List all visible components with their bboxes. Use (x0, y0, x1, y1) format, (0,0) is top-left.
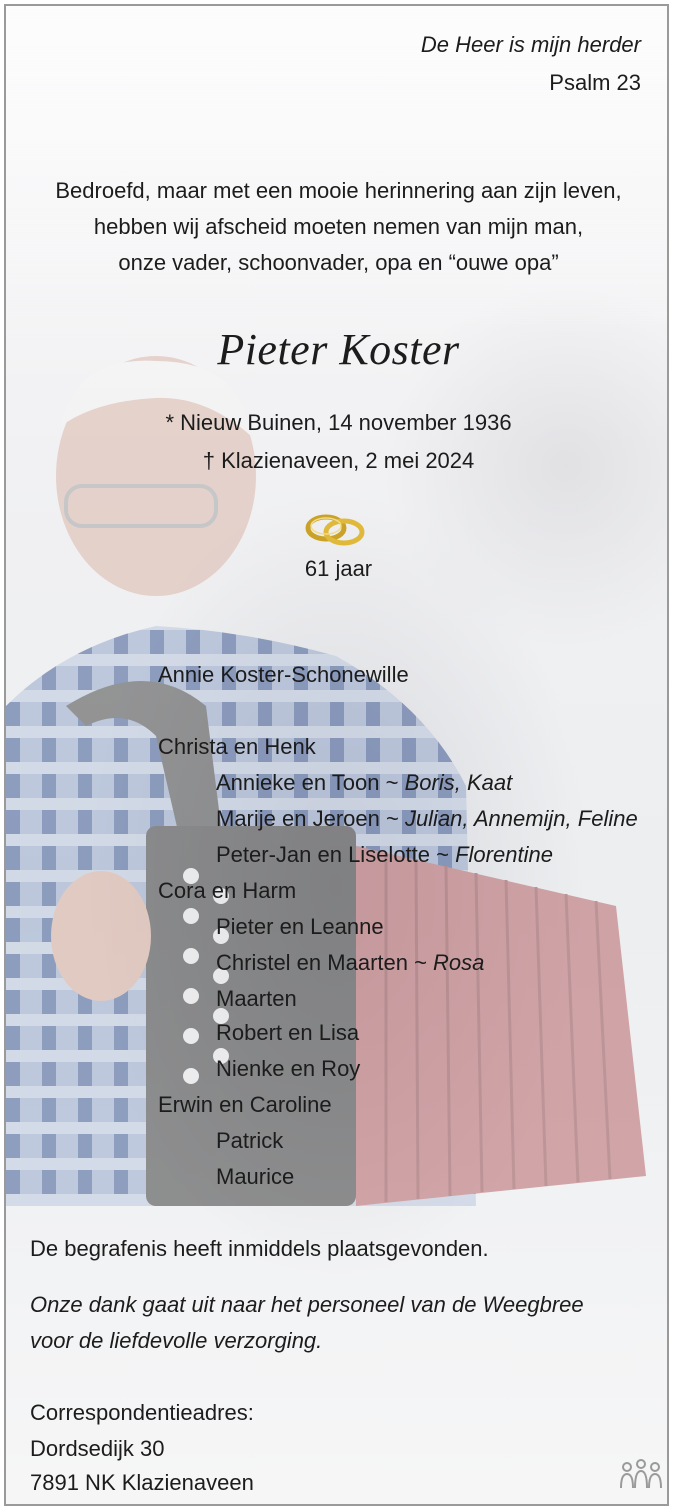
grandchild-line: Pieter en Leanne (216, 914, 384, 939)
intro-line-3: onze vader, schoonvader, opa en “ouwe opa” (118, 250, 559, 275)
great-grandchildren: Boris, Kaat (404, 770, 513, 795)
child-name: Cora en Harm (158, 878, 297, 903)
grandchild-line: Maarten (216, 986, 297, 1011)
grandchild-line: Christel en Maarten ~ Rosa (216, 950, 485, 975)
grandchild-line: Robert en Lisa (216, 1020, 360, 1045)
grandchild-line: Nienke en Roy (216, 1056, 361, 1081)
death-line: † Klazienaveen, 2 mei 2024 (202, 448, 475, 473)
address-street: Dordsedijk 30 (30, 1436, 165, 1461)
grandchild-line: Annieke en Toon ~ Boris, Kaat (216, 770, 513, 795)
intro-line-1: Bedroefd, maar met een mooie herinnering aan zijn leven, (55, 178, 622, 203)
grandchild-line: Peter-Jan en Liselotte ~ Florentine (216, 842, 553, 867)
wedding-rings-icon (304, 508, 368, 548)
address-label: Correspondentieadres: (30, 1400, 254, 1425)
funeral-notice: De begrafenis heeft inmiddels plaatsgevonden. (30, 1236, 489, 1261)
thanks-line-1: Onze dank gaat uit naar het personeel van de Weegbree (30, 1292, 584, 1317)
child-name: Erwin en Caroline (158, 1092, 332, 1117)
grandchild-line: Patrick (216, 1128, 284, 1153)
spouse-name: Annie Koster-Schonewille (158, 662, 409, 687)
deceased-name: Pieter Koster (217, 325, 460, 374)
obituary-card (4, 4, 669, 1506)
birth-line: * Nieuw Buinen, 14 november 1936 (165, 410, 512, 435)
grandchild-line: Maurice (216, 1164, 295, 1189)
intro-line-2: hebben wij afscheid moeten nemen van mijn man, (93, 214, 584, 239)
quote-reference: Psalm 23 (549, 70, 641, 95)
quote-line: De Heer is mijn herder (420, 32, 641, 57)
thanks-line-2: voor de liefdevolle verzorging. (30, 1328, 323, 1353)
people-group-icon (618, 1458, 664, 1496)
child-name: Christa en Henk (158, 734, 316, 759)
grandchild-line: Marije en Jeroen ~ Julian, Annemijn, Feline (216, 806, 638, 831)
great-grandchildren: Florentine (455, 842, 553, 867)
address-city: 7891 NK Klazienaveen (30, 1470, 254, 1495)
great-grandchildren: Rosa (433, 950, 485, 975)
great-grandchildren: Julian, Annemijn, Feline (404, 806, 638, 831)
marriage-duration: 61 jaar (304, 556, 373, 581)
